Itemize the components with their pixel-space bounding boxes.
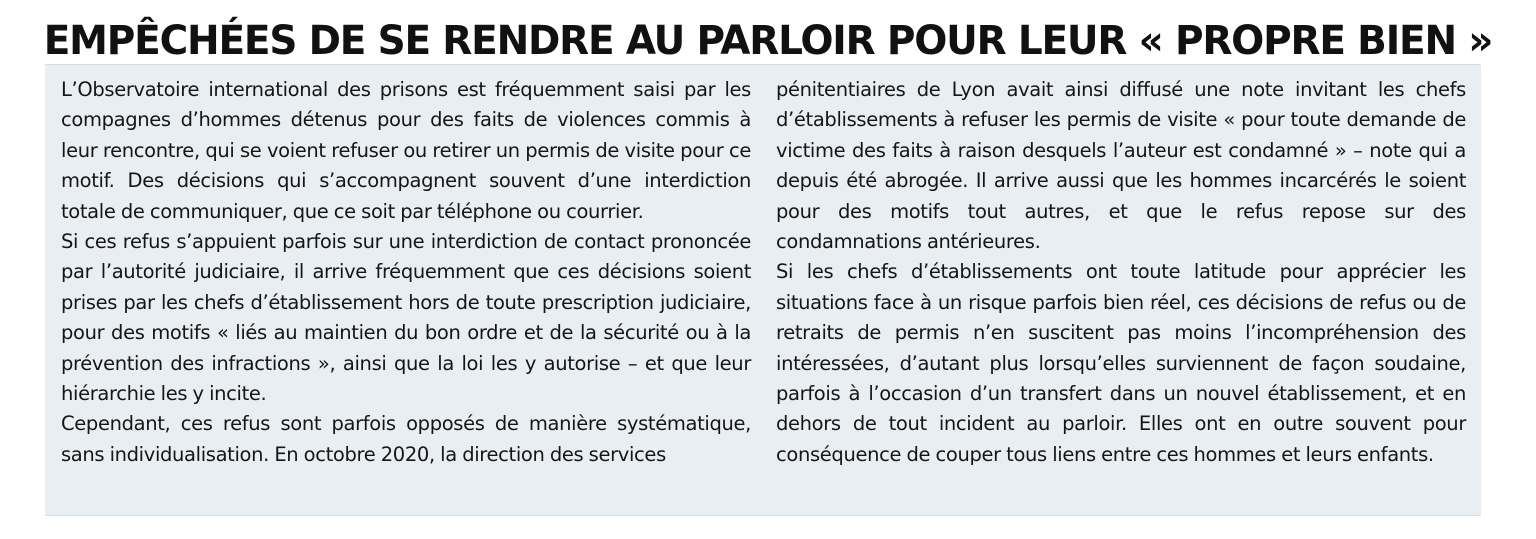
paragraph: Si ces refus s’appuient parfois sur une interdiction de contact prononcée par l’autorité judiciaire, il arrive fréquemment que ces décisions soient prises par les chefs d’établissement hors de toute prescription judiciaire, pour des motifs « liés au maintien du bon ordre et de la sécurité ou à la prévention des infractions », ainsi que la loi les y autorise – et que leur hiérarchie les y incite. (61, 230, 751, 406)
left-column (61, 75, 751, 470)
paragraph: Cependant, ces refus sont parfois opposés de manière systématique, sans individualisation. En octobre 2020, la direction des services (61, 412, 751, 466)
paragraph: pénitentiaires de Lyon avait ainsi diffusé une note invitant les chefs d’établissements à refuser les permis de visite « pour toute demande de victime des faits à raison desquels l’auteur est condamné » – note qui a depuis été abrogée. Il arrive aussi que les hommes incarcérés le soient pour des motifs tout autres, et que le refus repose sur des condamnations antérieures. (776, 78, 1466, 254)
right-column (776, 75, 1466, 470)
sidebar-box (45, 64, 1481, 516)
article-headline: EMPÊCHÉES DE SE RENDRE AU PARLOIR POUR LEUR « PROPRE BIEN » (43, 18, 1493, 65)
paragraph: L’Observatoire international des prisons est fréquemment saisi par les compagnes d’hommes détenus pour des faits de violences commis à leur rencontre, qui se voient refuser ou retirer un permis de visite pour ce motif. Des décisions qui s’accompagnent souvent d’une interdiction totale de communiquer, que ce soit par téléphone ou courrier. (61, 78, 751, 223)
paragraph: Si les chefs d’établissements ont toute latitude pour apprécier les situations face à un risque parfois bien réel, ces décisions de refus ou de retraits de permis n’en suscitent pas moins l’incompréhension des intéressées, d’autant plus lorsqu’elles surviennent de façon soudaine, parfois à l’occasion d’un transfert dans un nouvel établissement, et en dehors de tout incident au parloir. Elles ont en outre souvent pour conséquence de couper tous liens entre ces hommes et leurs enfants. (776, 260, 1466, 466)
